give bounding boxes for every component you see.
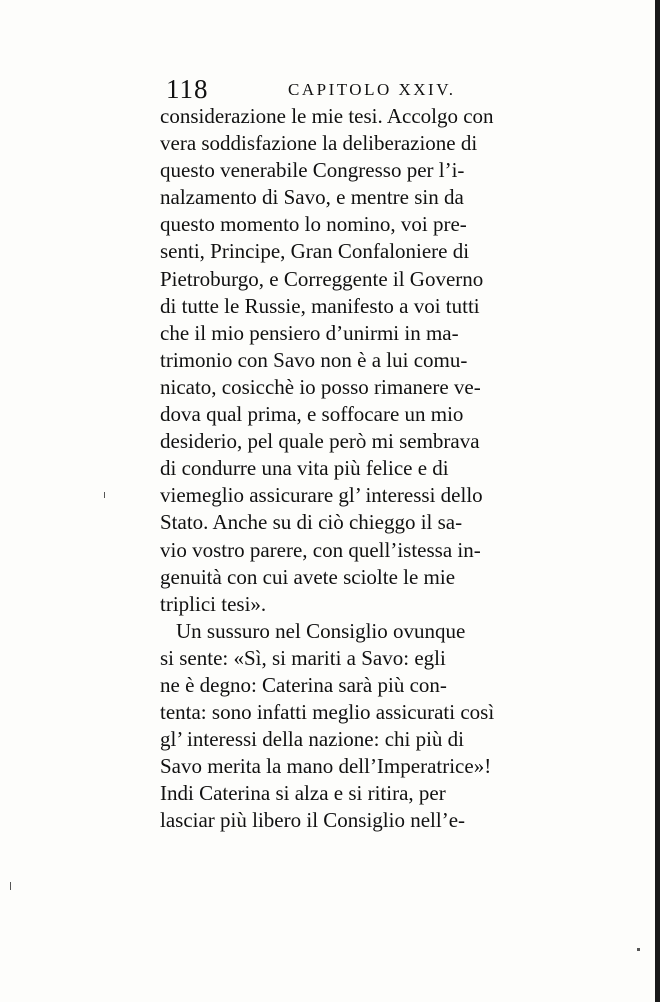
text-line: desiderio, pel quale però mi sembrava [160,429,480,454]
text-line: nicato, cosicchè io posso rimanere ve- [160,374,481,399]
text-line: trimonio con Savo non è a lui comu- [160,347,468,372]
text-line: genuità con cui avete sciolte le mie [160,564,456,589]
body-text [160,103,574,835]
text-line: Stato. Anche su di ciò chieggo il sa- [160,510,463,535]
text-line: triplici tesi». [160,591,267,616]
text-line: di condurre una vita più felice e di [160,456,449,481]
text-line: nalzamento di Savo, e mentre sin da [160,185,464,210]
text-line: questo venerabile Congresso per l’i- [160,158,465,183]
text-line: lasciar più libero il Consiglio nell’e- [160,808,466,833]
text-line: considerazione le mie tesi. Accolgo con [160,104,494,128]
text-line: tenta: sono infatti meglio assicurati così [160,700,495,725]
text-line: Savo merita la mano dell’Imperatrice»! [160,754,492,779]
text-line: Indi Caterina si alza e si ritira, per [160,781,446,806]
running-title: CAPITOLO XXIV. [288,80,456,99]
page-edge-shadow [655,0,660,1002]
text-line: che il mio pensiero d’unirmi in ma- [160,320,459,345]
text-line: viemeglio assicurare gl’ interessi dello [160,483,483,508]
scan-speck [104,492,105,498]
scan-speck [10,882,11,890]
text-line: dova qual prima, e soffocare un mio [160,402,464,427]
text-line: senti, Principe, Gran Confaloniere di [160,239,470,264]
text-line: si sente: «Sì, si mariti a Savo: egli [160,645,446,670]
text-line: vera soddisfazione la deliberazione di [160,131,478,156]
text-line: questo momento lo nomino, voi pre- [160,212,467,237]
page-header [166,74,586,102]
text-line: gl’ interessi della nazione: chi più di [160,727,465,752]
text-line: Pietroburgo, e Correggente il Governo [160,266,484,291]
text-line: ne è degno: Caterina sarà più con- [160,672,447,697]
text-line: vio vostro parere, con quell’istessa in- [160,537,481,562]
text-line: di tutte le Russie, manifesto a voi tutti [160,293,480,318]
scan-speck [637,948,640,951]
text-line: Un sussuro nel Consiglio ovunque [176,618,466,643]
page-number: 118 [166,74,209,104]
